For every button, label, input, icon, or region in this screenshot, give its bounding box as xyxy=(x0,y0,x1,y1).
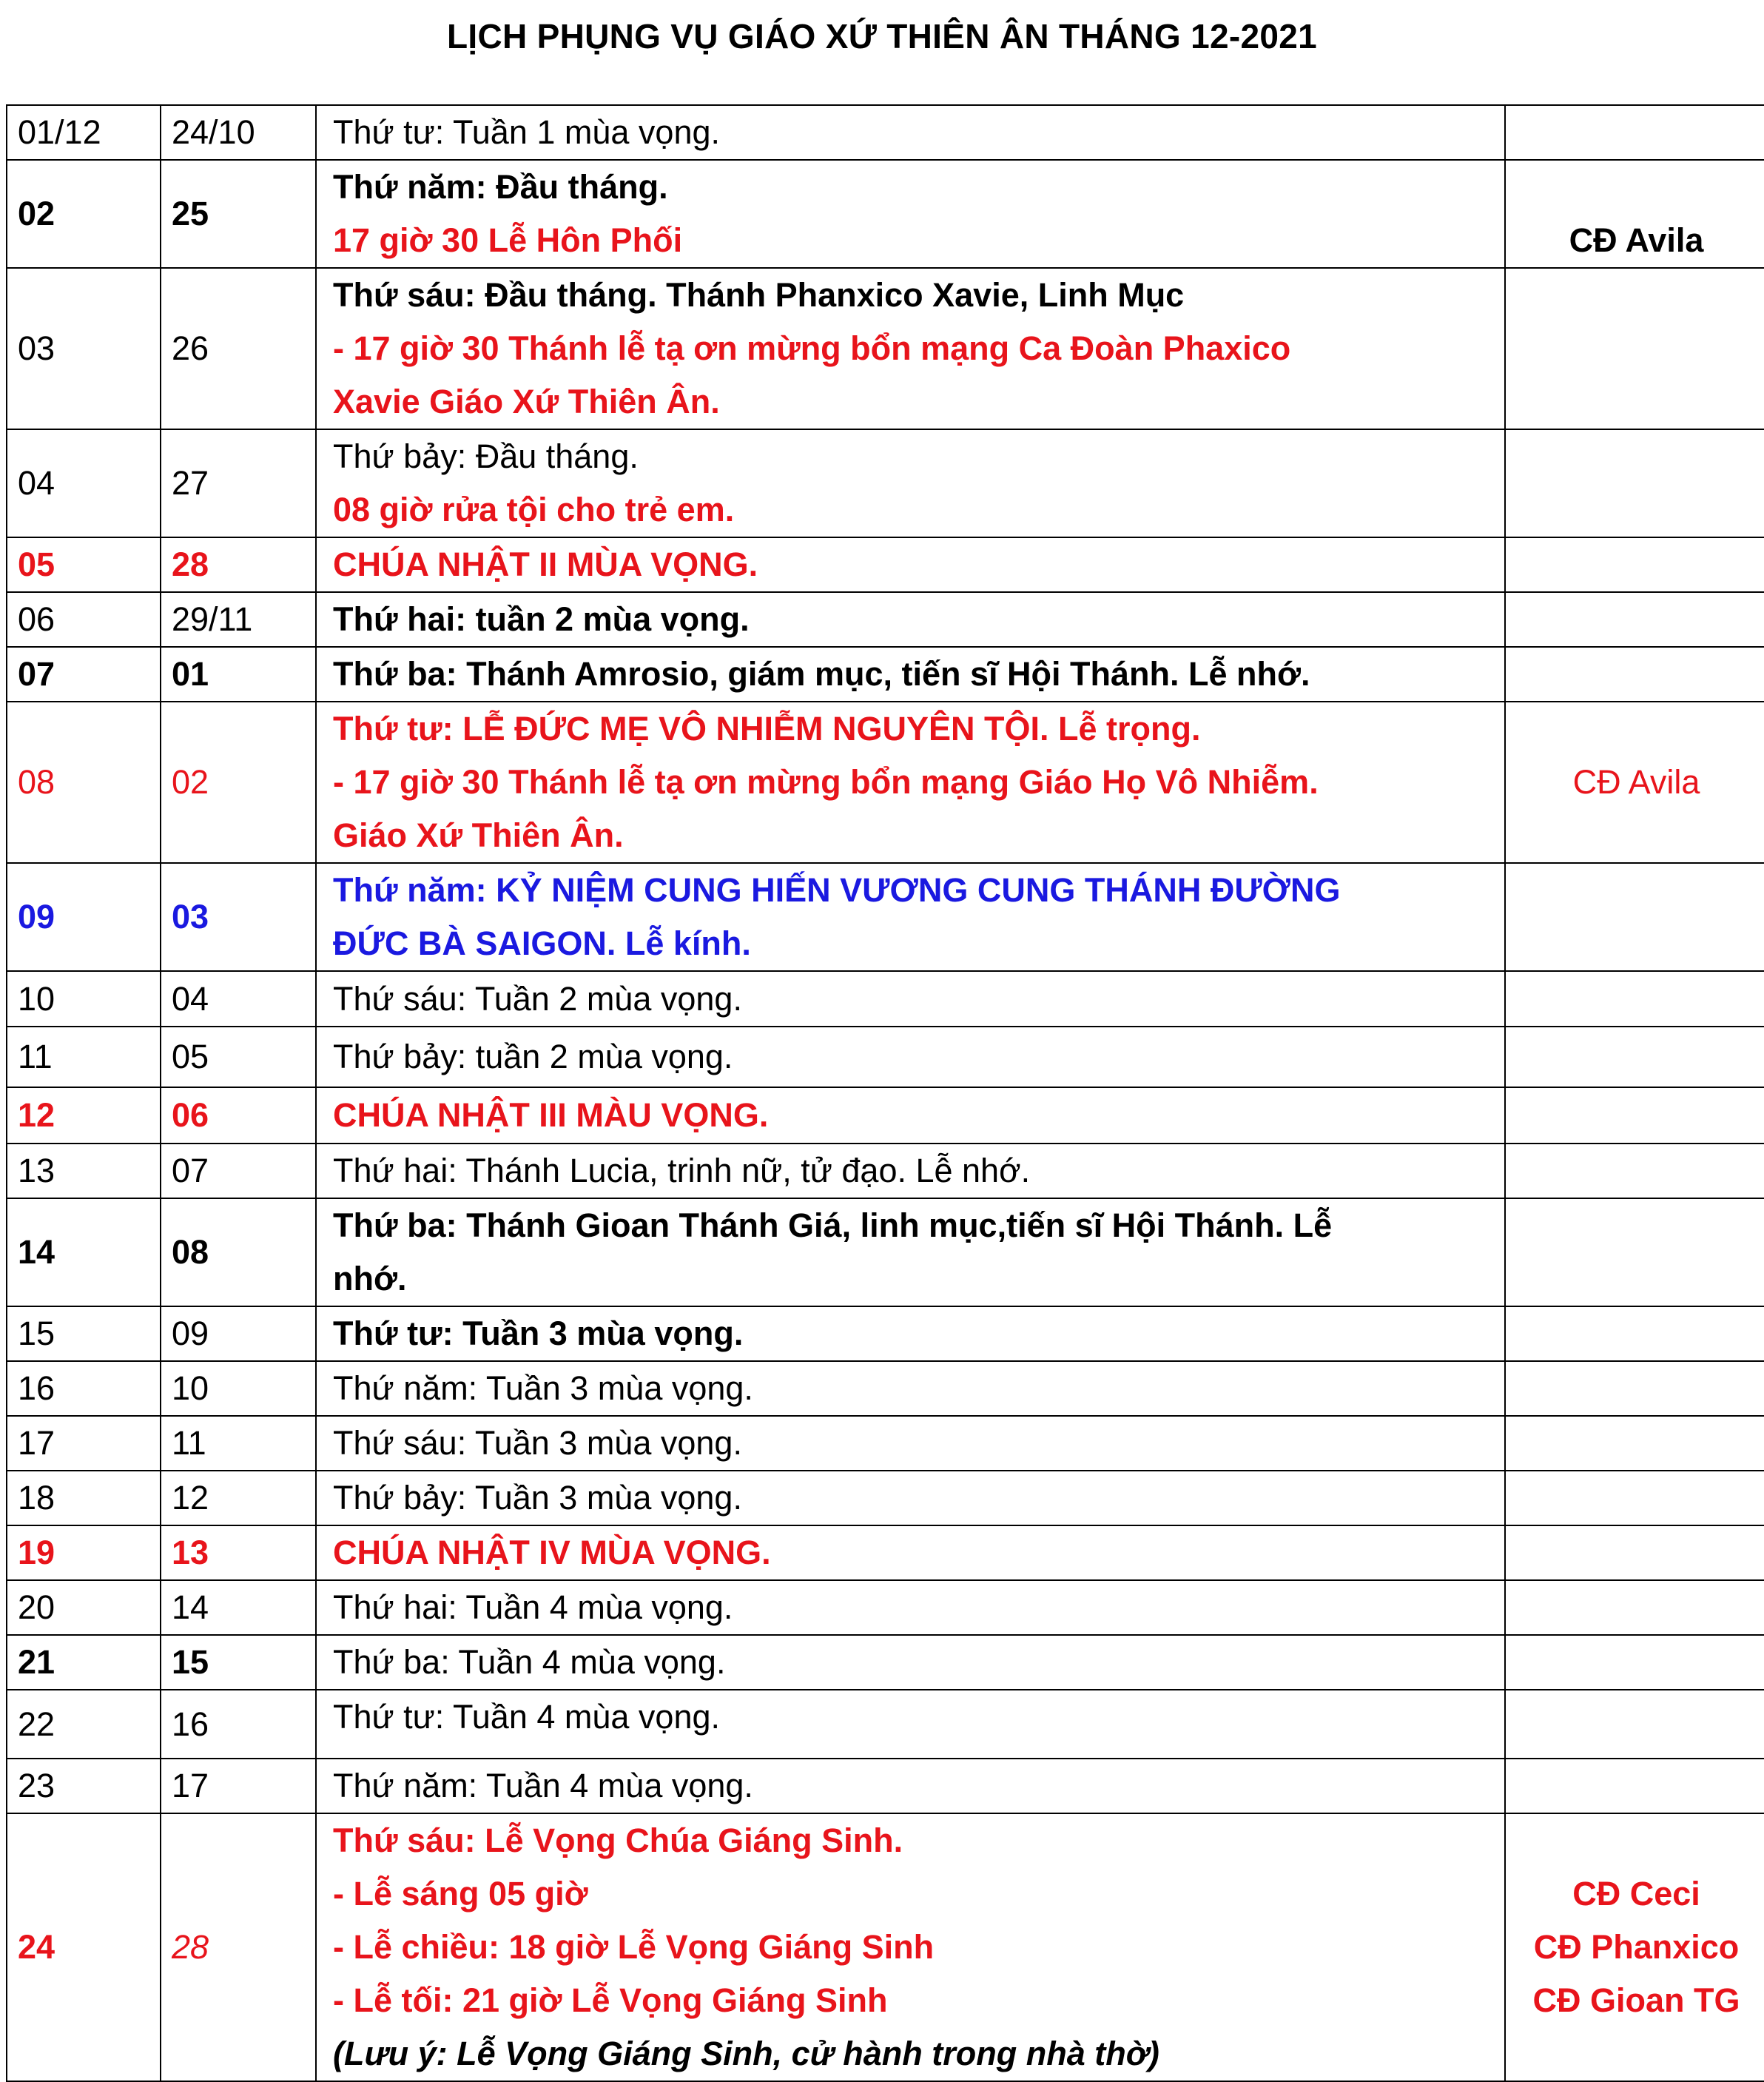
lunar-date: 12 xyxy=(161,1471,316,1525)
lunar-date: 24/10 xyxy=(161,105,316,160)
lunar-date: 16 xyxy=(161,1690,316,1759)
lunar-date: 06 xyxy=(161,1087,316,1144)
choir-name: CĐ Gioan TG xyxy=(1532,1981,1740,2019)
choir-cell xyxy=(1505,1087,1764,1144)
choir-cell xyxy=(1505,592,1764,647)
lunar-date: 07 xyxy=(161,1144,316,1198)
solar-date: 18 xyxy=(7,1471,161,1525)
liturgy-cell xyxy=(316,1690,1505,1759)
solar-date: 16 xyxy=(7,1361,161,1416)
lunar-date: 15 xyxy=(161,1635,316,1690)
solar-date: 14 xyxy=(7,1198,161,1306)
liturgy-line: Thứ năm: Tuần 4 mùa vọng. xyxy=(333,1767,753,1804)
liturgy-line: Thứ ba: Thánh Amrosio, giám mục, tiến sĩ Hội Thánh. Lễ nhớ. xyxy=(333,655,1310,693)
table-row xyxy=(7,971,1764,1027)
lunar-date: 10 xyxy=(161,1361,316,1416)
liturgy-line: CHÚA NHẬT IV MÙA VỌNG. xyxy=(333,1534,771,1571)
lunar-date: 08 xyxy=(161,1198,316,1306)
lunar-date: 09 xyxy=(161,1306,316,1361)
table-row xyxy=(7,1306,1764,1361)
liturgy-line: Thứ ba: Tuần 4 mùa vọng. xyxy=(333,1643,726,1681)
liturgy-cell xyxy=(316,1198,1505,1306)
liturgy-cell xyxy=(316,1759,1505,1813)
table-row xyxy=(7,1027,1764,1087)
liturgy-cell xyxy=(316,971,1505,1027)
liturgy-cell xyxy=(316,1471,1505,1525)
liturgy-cell xyxy=(316,268,1505,429)
liturgy-cell xyxy=(316,702,1505,863)
solar-date: 09 xyxy=(7,863,161,971)
liturgy-line: Thứ sáu: Đầu tháng. Thánh Phanxico Xavie, Linh Mục xyxy=(333,276,1185,314)
table-row xyxy=(7,592,1764,647)
liturgy-line: 08 giờ rửa tội cho trẻ em. xyxy=(333,491,735,528)
liturgy-cell xyxy=(316,160,1505,268)
solar-date: 11 xyxy=(7,1027,161,1087)
choir-cell xyxy=(1505,1525,1764,1580)
liturgy-cell xyxy=(316,1580,1505,1635)
liturgy-cell xyxy=(316,1087,1505,1144)
table-row xyxy=(7,1690,1764,1759)
table-row xyxy=(7,105,1764,160)
solar-date: 05 xyxy=(7,537,161,592)
lunar-date: 11 xyxy=(161,1416,316,1471)
liturgy-cell xyxy=(316,1306,1505,1361)
solar-date: 15 xyxy=(7,1306,161,1361)
table-row xyxy=(7,268,1764,429)
table-row xyxy=(7,1813,1764,2081)
liturgy-line: Thứ bảy: Đầu tháng. xyxy=(333,437,639,475)
table-row xyxy=(7,160,1764,268)
choir-cell xyxy=(1505,1580,1764,1635)
lunar-date: 27 xyxy=(161,429,316,537)
choir-cell xyxy=(1505,971,1764,1027)
liturgy-line: CHÚA NHẬT III MÀU VỌNG. xyxy=(333,1096,769,1134)
liturgy-line: Thứ sáu: Tuần 3 mùa vọng. xyxy=(333,1424,742,1462)
liturgy-cell xyxy=(316,537,1505,592)
solar-date: 13 xyxy=(7,1144,161,1198)
lunar-date: 26 xyxy=(161,268,316,429)
table-row xyxy=(7,1144,1764,1198)
solar-date: 06 xyxy=(7,592,161,647)
solar-date: 20 xyxy=(7,1580,161,1635)
liturgy-line: Thứ tư: Tuần 1 mùa vọng. xyxy=(333,113,721,151)
choir-cell xyxy=(1505,863,1764,971)
table-row xyxy=(7,863,1764,971)
lunar-date: 28 xyxy=(161,1813,316,2081)
choir-cell xyxy=(1505,1690,1764,1759)
table-row xyxy=(7,429,1764,537)
choir-cell xyxy=(1505,105,1764,160)
liturgy-line: Thứ tư: Tuần 3 mùa vọng. xyxy=(333,1314,744,1352)
table-row xyxy=(7,1635,1764,1690)
liturgy-cell xyxy=(316,1813,1505,2081)
liturgy-line: Thứ sáu: Tuần 2 mùa vọng. xyxy=(333,979,742,1018)
liturgy-cell xyxy=(316,105,1505,160)
liturgy-line: - 17 giờ 30 Thánh lễ tạ ơn mừng bổn mạng Giáo Họ Vô Nhiễm. xyxy=(333,763,1319,801)
solar-date: 19 xyxy=(7,1525,161,1580)
solar-date: 04 xyxy=(7,429,161,537)
liturgy-cell xyxy=(316,429,1505,537)
liturgy-line: - Lễ sáng 05 giờ xyxy=(333,1875,588,1913)
choir-cell xyxy=(1505,1361,1764,1416)
solar-date: 22 xyxy=(7,1690,161,1759)
liturgy-cell xyxy=(316,863,1505,971)
liturgy-line: Thứ tư: Tuần 4 mùa vọng. xyxy=(333,1698,721,1736)
solar-date: 17 xyxy=(7,1416,161,1471)
table-row xyxy=(7,1087,1764,1144)
liturgy-line: ĐỨC BÀ SAIGON. Lễ kính. xyxy=(333,924,751,962)
solar-date: 01/12 xyxy=(7,105,161,160)
solar-date: 12 xyxy=(7,1087,161,1144)
choir-cell xyxy=(1505,1306,1764,1361)
lunar-date: 25 xyxy=(161,160,316,268)
choir-cell xyxy=(1505,1471,1764,1525)
choir-cell xyxy=(1505,1144,1764,1198)
liturgy-line: Thứ hai: tuần 2 mùa vọng. xyxy=(333,600,750,638)
solar-date: 24 xyxy=(7,1813,161,2081)
liturgy-cell xyxy=(316,592,1505,647)
liturgy-cell xyxy=(316,1525,1505,1580)
lunar-date: 02 xyxy=(161,702,316,863)
choir-cell xyxy=(1505,1635,1764,1690)
solar-date: 02 xyxy=(7,160,161,268)
lunar-date: 05 xyxy=(161,1027,316,1087)
liturgy-cell xyxy=(316,1416,1505,1471)
lunar-date: 13 xyxy=(161,1525,316,1580)
liturgy-line: Thứ bảy: tuần 2 mùa vọng. xyxy=(333,1038,733,1075)
liturgy-line: Thứ năm: Tuần 3 mùa vọng. xyxy=(333,1369,753,1407)
liturgy-line: Thứ bảy: Tuần 3 mùa vọng. xyxy=(333,1479,742,1517)
liturgy-line: 17 giờ 30 Lễ Hôn Phối xyxy=(333,221,683,259)
table-row xyxy=(7,1471,1764,1525)
lunar-date: 14 xyxy=(161,1580,316,1635)
liturgy-line: Thứ năm: KỶ NIỆM CUNG HIẾN VƯƠNG CUNG THÁNH ĐƯỜNG xyxy=(333,871,1341,909)
table-row xyxy=(7,537,1764,592)
liturgy-cell xyxy=(316,1144,1505,1198)
solar-date: 10 xyxy=(7,971,161,1027)
liturgy-line: - Lễ chiều: 18 giờ Lễ Vọng Giáng Sinh xyxy=(333,1928,935,1966)
choir-name: CĐ Phanxico xyxy=(1533,1928,1740,1966)
liturgy-line: nhớ. xyxy=(333,1260,407,1297)
liturgy-line: - Lễ tối: 21 giờ Lễ Vọng Giáng Sinh xyxy=(333,1981,888,2019)
choir-cell xyxy=(1505,1416,1764,1471)
liturgy-line: Thứ hai: Tuần 4 mùa vọng. xyxy=(333,1588,733,1626)
schedule-table xyxy=(6,104,1764,2082)
liturgy-cell xyxy=(316,647,1505,702)
lunar-date: 17 xyxy=(161,1759,316,1813)
liturgy-line: Xavie Giáo Xứ Thiên Ân. xyxy=(333,383,720,420)
liturgy-line: Thứ sáu: Lễ Vọng Chúa Giáng Sinh. xyxy=(333,1821,903,1859)
choir-cell xyxy=(1505,1198,1764,1306)
table-row xyxy=(7,702,1764,863)
liturgy-cell xyxy=(316,1635,1505,1690)
choir-cell: CĐ Avila xyxy=(1505,160,1764,268)
liturgy-line: - 17 giờ 30 Thánh lễ tạ ơn mừng bổn mạng Ca Đoàn Phaxico xyxy=(333,329,1291,367)
liturgy-note-line: (Lưu ý: Lễ Vọng Giáng Sinh, cử hành trong nhà thờ) xyxy=(333,2035,1159,2072)
solar-date: 03 xyxy=(7,268,161,429)
liturgy-line: Giáo Xứ Thiên Ân. xyxy=(333,816,624,854)
choir-cell xyxy=(1505,1813,1764,2081)
choir-cell xyxy=(1505,537,1764,592)
table-row xyxy=(7,647,1764,702)
table-row xyxy=(7,1361,1764,1416)
table-row xyxy=(7,1198,1764,1306)
liturgy-cell xyxy=(316,1027,1505,1087)
choir-cell xyxy=(1505,429,1764,537)
lunar-date: 03 xyxy=(161,863,316,971)
choir-cell xyxy=(1505,1027,1764,1087)
liturgy-line: Thứ tư: LỄ ĐỨC MẸ VÔ NHIỄM NGUYÊN TỘI. Lễ trọng. xyxy=(333,710,1201,748)
lunar-date: 01 xyxy=(161,647,316,702)
liturgy-cell xyxy=(316,1361,1505,1416)
choir-cell xyxy=(1505,647,1764,702)
liturgy-line: Thứ hai: Thánh Lucia, trinh nữ, tử đạo. Lễ nhớ. xyxy=(333,1152,1031,1189)
table-row xyxy=(7,1580,1764,1635)
lunar-date: 28 xyxy=(161,537,316,592)
table-row xyxy=(7,1525,1764,1580)
solar-date: 07 xyxy=(7,647,161,702)
choir-cell xyxy=(1505,268,1764,429)
table-row xyxy=(7,1759,1764,1813)
lunar-date: 29/11 xyxy=(161,592,316,647)
liturgy-line: Thứ ba: Thánh Gioan Thánh Giá, linh mục,tiến sĩ Hội Thánh. Lễ xyxy=(333,1206,1333,1244)
solar-date: 08 xyxy=(7,702,161,863)
lunar-date: 04 xyxy=(161,971,316,1027)
table-row xyxy=(7,1416,1764,1471)
choir-name: CĐ Ceci xyxy=(1572,1875,1700,1913)
choir-cell: CĐ Avila xyxy=(1505,702,1764,863)
page-title: LỊCH PHỤNG VỤ GIÁO XỨ THIÊN ÂN THÁNG 12-2021 xyxy=(447,17,1317,56)
choir-cell xyxy=(1505,1759,1764,1813)
liturgy-line: CHÚA NHẬT II MÙA VỌNG. xyxy=(333,545,758,583)
solar-date: 23 xyxy=(7,1759,161,1813)
liturgy-line: Thứ năm: Đầu tháng. xyxy=(333,168,668,206)
solar-date: 21 xyxy=(7,1635,161,1690)
